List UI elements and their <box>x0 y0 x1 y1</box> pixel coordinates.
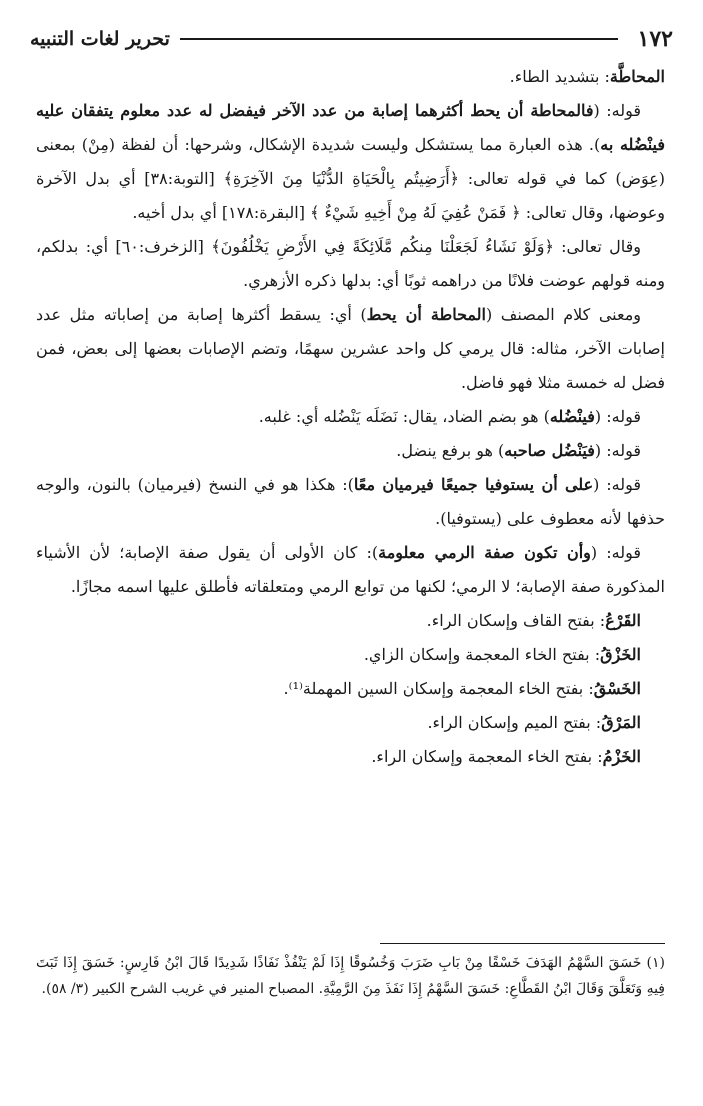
quoted-text: فينْضُله <box>549 407 595 426</box>
term-heading: الخَسْقُ <box>593 679 641 698</box>
paragraph-intro: قوله: ( <box>594 407 641 426</box>
paragraph-quran-citation: وقال تعالى: ﴿وَلَوْ نَشَاءُ لَجَعَلْنَا مِنكُم مَّلَائِكَةً فِي الأَرْضِ يَخْلُفُونَ﴾ [الزخرف:٦٠] أي: بدلكم، ومنه قولهم عوضت فلانًا من دراهمه ثوبًا أي: بدلها ذكره الأزهري. <box>36 237 665 290</box>
quoted-text: فالمحاطة أن يحط أكثرهما إصابة من عدد الآخر فيفضل له عدد معلوم يتفقان عليه فينْضُله به <box>36 101 666 154</box>
paragraph-body: ): هكذا هو في النسخ (فيرميان) بالنون، والوجه حذفها لأنه معطوف على (يستوفيا). <box>36 475 665 528</box>
paragraph-intro: قوله: ( <box>594 441 641 460</box>
body-text <box>36 60 665 774</box>
paragraph-fayandhulu-sahibahu <box>36 434 665 468</box>
paragraph-intro: قوله: ( <box>593 475 642 494</box>
quoted-text: المحاطة أن يحط <box>366 305 486 324</box>
header-rule <box>180 38 618 40</box>
paragraph-fayandhuluhu <box>36 400 665 434</box>
paragraph-body: ). هذه العبارة مما يستشكل وليست شديدة الإشكال، وشرحها: أن لفظة (مِنْ) بمعنى (عِوَض) كما في قوله تعالى: ﴿أَرَضِيتُم بِالْحَيَاةِ الدُّنْيَا مِنَ الآخِرَةِ﴾ [التوبة:٣٨] أي بدل الآخرة وعوضها، وقال تعالى: ﴿ فَمَنْ عُفِيَ لَهُ مِنْ أَخِيهِ شَيْءٌ ﴾ [البقرة:١٧٨] أي بدل أخيه. <box>36 135 665 222</box>
quoted-text: على أن يستوفيا جميعًا فيرميان معًا <box>353 475 594 494</box>
footnote: (١) خَسَقَ السَّهْمُ الهَدَفَ خَسْقًا مِنْ بَابِ ضَرَبَ وَخُسُوقًا إِذَا لَمْ يَنْفُذْ نَفَاذًا شَدِيدًا قَالَ ابْنُ فَارِسٍ: خَسَقَ إِذَا ثَبَتَ فِيهِ وَتَعَلَّقَ وَقَالَ ابْنُ القَطَّاعِ: خَسَقَ السَّهْمُ إِذَا نَفَذَ مِنَ الرَّمِيَّةِ. المصباح المنير في غريب الشرح الكبير (٣/ ٥٨). <box>36 955 665 997</box>
paragraph-intro: قوله: ( <box>593 101 641 120</box>
paragraph-muhatta-def <box>36 60 665 94</box>
term-heading: القَرْعُ <box>605 611 641 630</box>
term-definition <box>36 604 665 638</box>
term-heading: الخَزْمُ <box>602 747 641 766</box>
term-definition <box>36 706 665 740</box>
term-heading: المحاطَّة <box>609 67 665 86</box>
paragraph-intro: قوله: ( <box>590 543 641 562</box>
term-definition <box>36 740 665 774</box>
paragraph-body: ): كان الأولى أن يقول صفة الإصابة؛ لأن الأشياء المذكورة صفة الإصابة؛ لا الرمي؛ لكنها من توابع الرمي ومتعلقاته فأطلق عليها اسمه مجازًا. <box>36 543 665 596</box>
quoted-text: فيَنْضُل صاحبه <box>504 441 595 460</box>
paragraph-explanation-1 <box>36 94 665 230</box>
definition-text: : بفتح الخاء المعجمة وإسكان السين المهملة⁽¹⁾. <box>283 679 594 698</box>
term-heading: الخَزْقُ <box>600 645 641 664</box>
paragraph-author-meaning <box>36 298 665 400</box>
definition-text: : بفتح الخاء المعجمة وإسكان الراء. <box>371 747 603 766</box>
term-heading: المَرْقُ <box>601 713 641 732</box>
definition-text: : بتشديد الطاء. <box>509 67 610 86</box>
definition-text: : بفتح الخاء المعجمة وإسكان الزاي. <box>363 645 601 664</box>
paragraph-body: ) أي: يسقط أكثرها إصابة من إصاباته مثل عدد إصابات الآخر، مثاله: قال يرمي كل واحد عشرين سهمًا، وتضم الإصابات بعضها إلى بعض، فمن فضل له خمسة مثلا فهو فاضل. <box>36 305 665 392</box>
quoted-text: وأن تكون صفة الرمي معلومة <box>378 543 591 562</box>
paragraph-body: ) هو بضم الضاد، يقال: نَضَلَه يَنْضُله أي: غلبه. <box>258 407 550 426</box>
paragraph-sifat-alrami <box>36 536 665 604</box>
page-number: ١٧٢ <box>637 26 673 52</box>
page-header <box>30 22 673 56</box>
term-definition <box>36 672 665 706</box>
paragraph-body: ) هو برفع ينضل. <box>396 441 505 460</box>
definition-text: : بفتح القاف وإسكان الراء. <box>426 611 606 630</box>
running-title: تحرير لغات التنبيه <box>30 28 170 50</box>
term-definition <box>36 638 665 672</box>
paragraph-intro: ومعنى كلام المصنف ( <box>486 305 642 324</box>
footnote-separator <box>380 943 665 944</box>
definition-text: : بفتح الميم وإسكان الراء. <box>427 713 602 732</box>
paragraph-yastawfiya <box>36 468 665 536</box>
